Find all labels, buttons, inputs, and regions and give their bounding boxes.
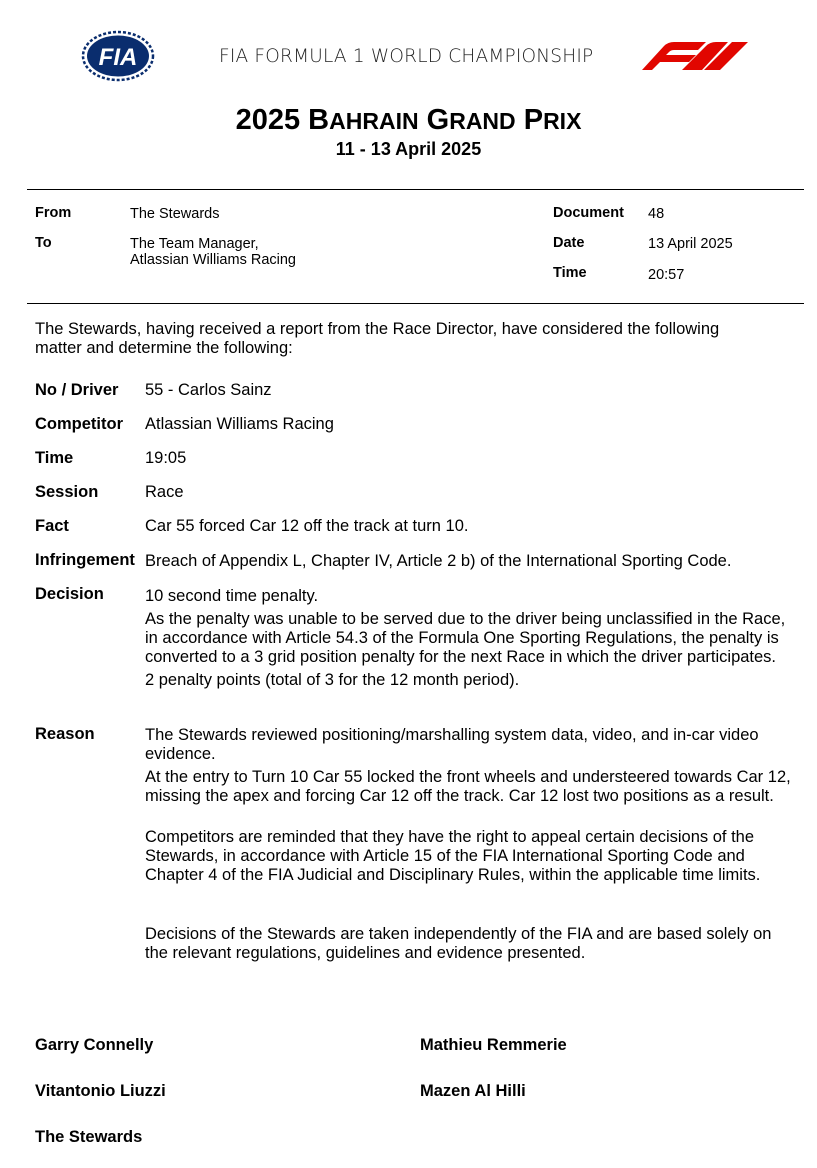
bottom-divider (27, 303, 804, 304)
appeal-notice: Competitors are reminded that they have the right to appeal certain decisions of the Stewards, in accordance with Article 15 of the FIA International Sporting Code and Chapter 4 of the FIA Judicial and Disciplinary Rules, within the applicable time limits. (145, 828, 761, 884)
intro-paragraph: The Stewards, having received a report from the Race Director, have considered the following matter and determine the following: (35, 320, 720, 357)
driver-label: No / Driver (35, 381, 119, 399)
from-label: From (35, 205, 72, 221)
infringement-label: Infringement (35, 551, 135, 569)
decision-label: Decision (35, 585, 104, 603)
competitor-value: Atlassian Williams Racing (145, 415, 334, 433)
decision-paragraph: 10 second time penalty. (145, 587, 319, 605)
from-value: The Stewards (130, 206, 220, 222)
fia-logo (80, 30, 156, 82)
event-dates: 11 - 13 April 2025 (335, 139, 482, 159)
reason-paragraph: At the entry to Turn 10 Car 55 locked the front wheels and understeered towards Car 12, missing the apex and forcing Car 12 off the track. Car 12 lost two positions as a result. (145, 768, 791, 805)
competitor-label: Competitor (35, 415, 123, 433)
title-word-2-initial: G (426, 104, 450, 136)
title-word-1-initial: B (308, 104, 330, 136)
reason-text (145, 726, 795, 967)
fact-value: Car 55 forced Car 12 off the track at turn 10. (145, 517, 469, 535)
fact-label: Fact (35, 517, 69, 535)
date-value: 13 April 2025 (648, 236, 733, 252)
title-word-1 (308, 104, 418, 136)
to-value-line-2: Atlassian Williams Racing (130, 252, 296, 268)
driver-value: 55 - Carlos Sainz (145, 381, 272, 399)
f1-logo (640, 40, 750, 72)
decision-paragraph: As the penalty was unable to be served due to the driver being unclassified in the Race, in accordance with Article 54.3 of the Formula One Sporting Regulations, the penalty is converted to a 3 grid position penalty for the next Race in which the driver participates. (145, 610, 786, 666)
document-label: Document (553, 205, 624, 221)
infringement-value: Breach of Appendix L, Chapter IV, Article 2 b) of the International Sporting Code. (145, 552, 732, 570)
title-word-3-initial: P (523, 104, 544, 136)
incident-time-label: Time (35, 449, 74, 467)
date-label: Date (553, 235, 585, 251)
reason-paragraph: The Stewards reviewed positioning/marshalling system data, video, and in-car video evidence. (145, 726, 759, 763)
title-year: 2025 (235, 104, 309, 136)
top-divider (27, 189, 804, 190)
decision-text (145, 587, 795, 694)
time-label: Time (553, 265, 587, 281)
to-value-line-1: The Team Manager, (130, 236, 259, 252)
decision-paragraph: 2 penalty points (total of 3 for the 12 month period). (145, 671, 520, 689)
document-value: 48 (648, 206, 665, 222)
title-word-2 (427, 104, 516, 136)
steward-name: Mazen Al Hilli (420, 1082, 526, 1100)
signature-footer: The Stewards (35, 1128, 143, 1146)
title-word-3 (524, 104, 582, 136)
title-word-2-rest: RAND (449, 108, 516, 134)
fia-logo-text: FIA (98, 44, 138, 71)
to-label: To (35, 235, 52, 251)
incident-time-value: 19:05 (145, 449, 187, 467)
steward-name: Garry Connelly (35, 1036, 154, 1054)
time-value: 20:57 (648, 267, 685, 283)
steward-name: Vitantonio Liuzzi (35, 1082, 166, 1100)
session-value: Race (145, 483, 184, 501)
steward-name: Mathieu Remmerie (420, 1036, 567, 1054)
grand-prix-title (0, 104, 817, 137)
session-label: Session (35, 483, 99, 501)
title-word-1-rest: AHRAIN (329, 108, 419, 134)
to-value (130, 236, 296, 268)
championship-title: FIA FORMULA 1 WORLD CHAMPIONSHIP (219, 46, 594, 67)
reason-label: Reason (35, 725, 95, 743)
independence-notice: Decisions of the Stewards are taken independently of the FIA and are based solely on the relevant regulations, guidelines and evidence presented. (145, 925, 772, 962)
title-word-3-rest: RIX (543, 108, 582, 134)
